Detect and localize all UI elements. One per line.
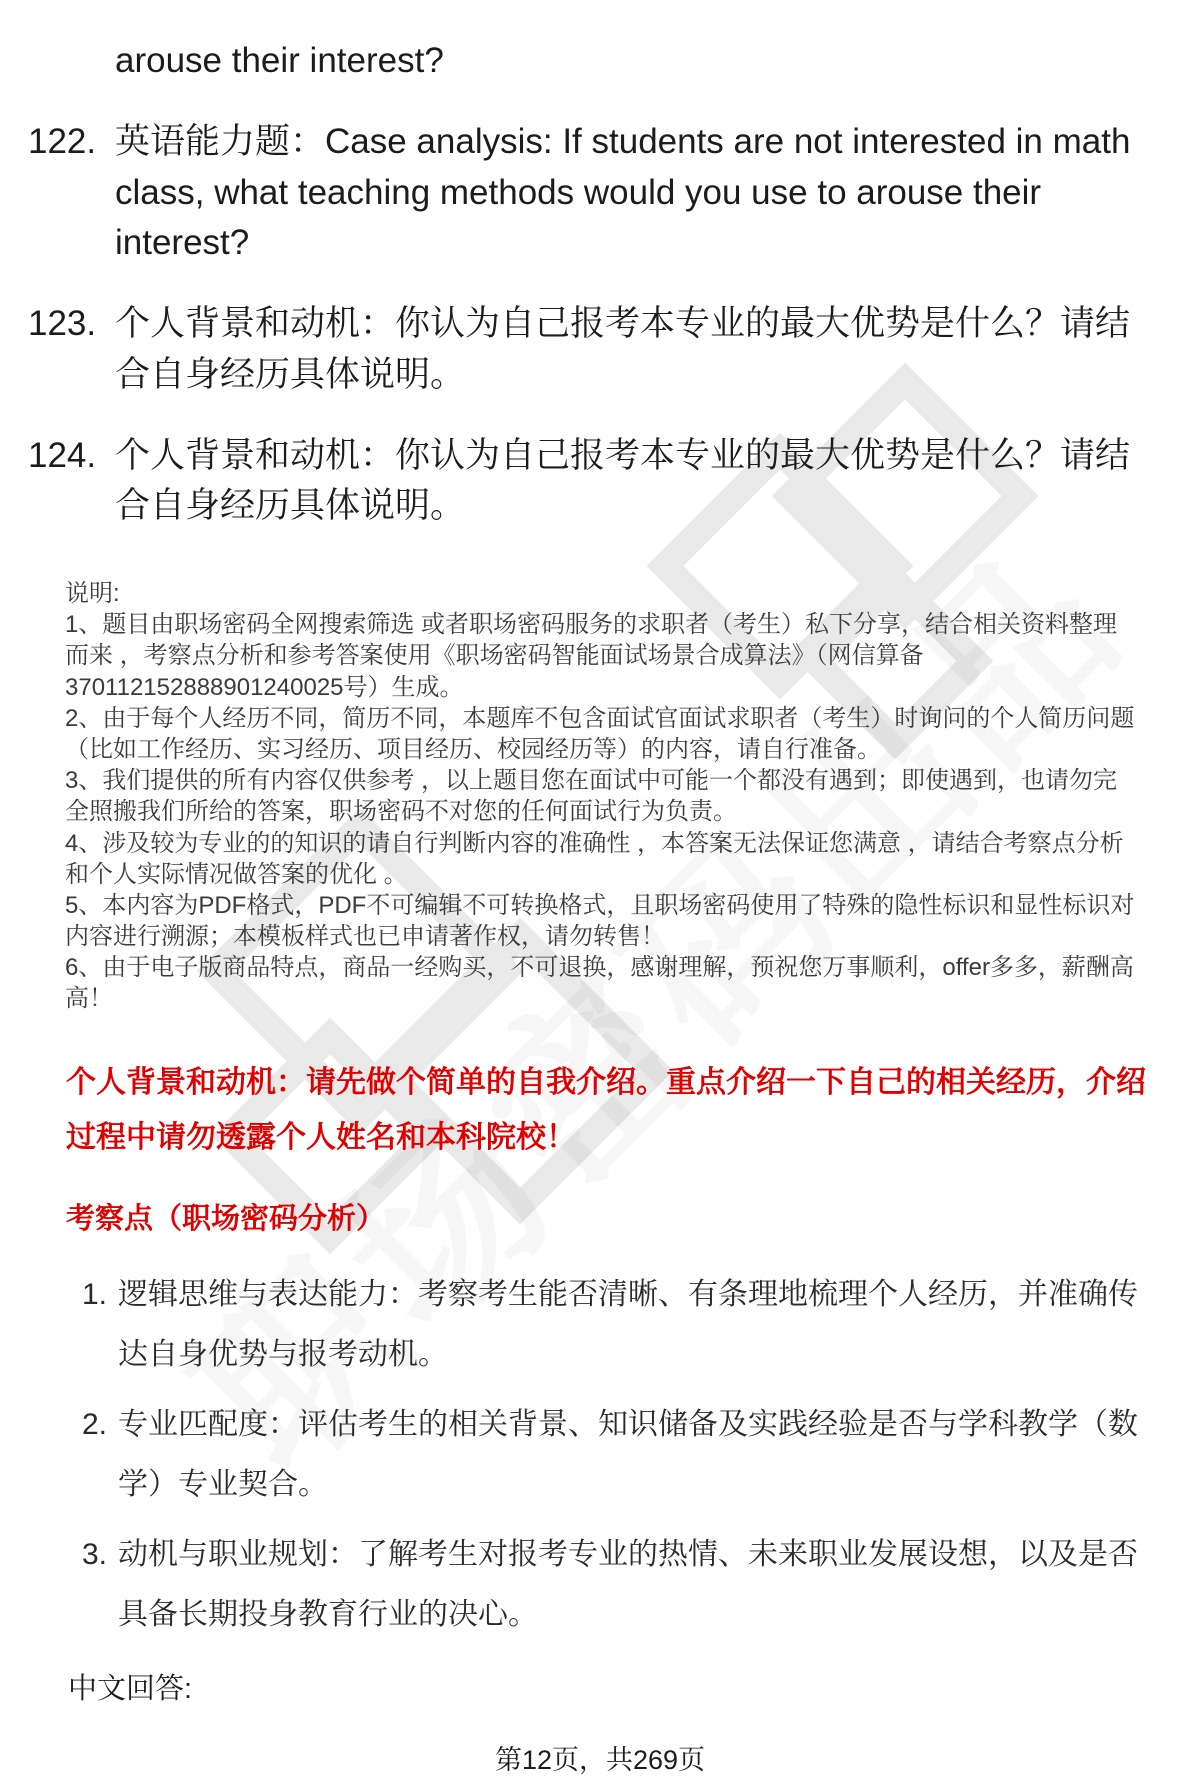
page-footer: 第12页，共269页 [494,1745,706,1775]
analysis-point-number: 3. [82,1537,108,1571]
note-item-6: 6、由于电子版商品特点，商品一经购买，不可退换，感谢理解，预祝您万事顺利，offer多多，薪酬高高！ [65,954,1134,1013]
notes-title: 说明: [65,580,120,607]
question-text: 英语能力题：Case analysis: If students are not interested in math class, what teaching methods would you use to arouse their interest? [115,121,1131,263]
analysis-point-3 [0,1525,1200,1645]
page-content [0,36,1200,1775]
analysis-point-2 [0,1395,1200,1515]
note-item-4: 4、涉及较为专业的的知识的请自行判断内容的准确性 ，本答案无法保证您满意 ，请结合考察点分析和个人实际情况做答案的优化 。 [65,829,1124,888]
question-number: 123. [28,304,97,343]
question-122 [0,117,1200,269]
analysis-point-text: 专业匹配度：评估考生的相关背景、知识储备及实践经验是否与学科教学（数学）专业契合。 [118,1407,1138,1501]
analysis-point-number: 1. [82,1277,108,1311]
note-item-2: 2、由于每个人经历不同，简历不同，本题库不包含面试官面试求职者（考生）时询问的个人简历问题（比如工作经历、实习经历、项目经历、校园经历等）的内容，请自行准备。 [65,704,1135,763]
question-text: 个人背景和动机：你认为自己报考本专业的最大优势是什么？请结合自身经历具体说明。 [115,435,1131,526]
note-item-5: 5、本内容为PDF格式，PDF不可编辑不可转换格式，且职场密码使用了特殊的隐性标识和显性标识对内容进行溯源；本模板样式也已申请著作权，请勿转售！ [65,891,1135,951]
question-124 [0,431,1200,533]
analysis-list [0,1265,1200,1645]
pdf-page [0,36,1200,1791]
question-text: 个人背景和动机：你认为自己报考本专业的最大优势是什么？请结合自身经历具体说明。 [115,304,1131,394]
analysis-point-1 [0,1265,1200,1385]
highlight-question: 个人背景和动机：请先做个简单的自我介绍。重点介绍一下自己的相关经历，介绍过程中请勿透露个人姓名和本科院校！ [66,1065,1146,1155]
analysis-point-number: 2. [82,1407,108,1441]
analysis-point-text: 逻辑思维与表达能力：考察考生能否清晰、有条理地梳理个人经历，并准确传达自身优势与报考动机。 [118,1277,1138,1371]
notes-section [65,578,1138,1015]
analysis-heading: 考察点（职场密码分析） [66,1202,386,1235]
question-number: 124. [28,435,97,475]
note-item-3: 3、我们提供的所有内容仅供参考 ，以上题目您在面试中可能一个都没有遇到；即使遇到，也请勿完全照搬我们所给的答案，职场密码不对您的任何面试行为负责。 [65,767,1118,826]
question-123 [0,299,1200,401]
question-number: 122. [28,121,97,161]
question-121-continuation: arouse their interest? [115,41,444,80]
analysis-point-text: 动机与职业规划：了解考生对报考专业的热情、未来职业发展设想，以及是否具备长期投身教育行业的决心。 [118,1537,1138,1631]
answer-language-label: 中文回答: [68,1673,193,1705]
note-item-1: 1、题目由职场密码全网搜索筛选 或者职场密码服务的求职者（考生）私下分享，结合相关资料整理而来 ，考察点分析和参考答案使用《职场密码智能面试场景合成算法》（网信算备370112152888901240025号）生成。 [65,611,1118,701]
